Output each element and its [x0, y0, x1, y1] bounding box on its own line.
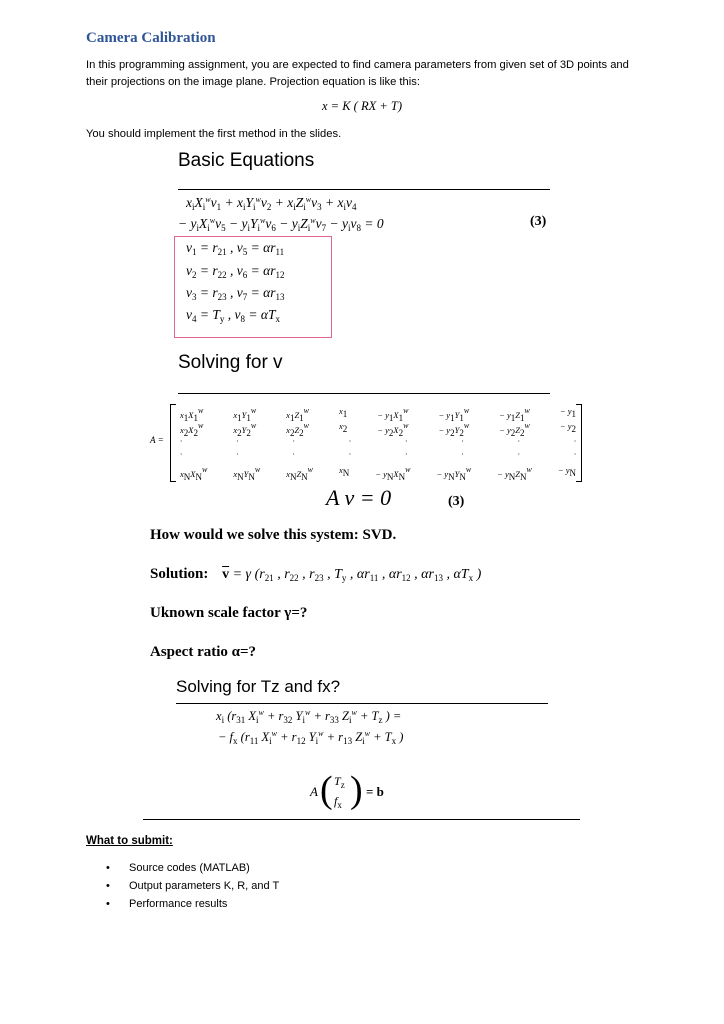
submit-heading: What to submit: [86, 835, 173, 847]
paren-right: ) [350, 769, 363, 811]
solving-v-heading: Solving for v [178, 352, 283, 373]
v-relation-1: $v_1 = r_{21}$ , $v_5 = \alpha r_{11}$ [186, 240, 285, 257]
divider [176, 703, 548, 704]
projection-equation: x = K ( RX + T) [321, 99, 403, 113]
a-symbol: A [310, 784, 318, 799]
solution-vector: $\overline{v} = \gamma$ ($r_{21}$ , $r_{22}$ , $r_{23}$ , $T_y$ , $\alpha r_{11}$ , $\alpha r_{12}$ , $\alpha r_{13}$ , $\alpha T_x$ ) [222, 567, 482, 583]
v-relation-3: $v_3 = r_{23}$ , $v_7 = \alpha r_{13}$ [186, 285, 285, 302]
tz-equation-line-2: − $f_x$ ($r_{11}$ $X_i^w + r_{12}$ $Y_i^w + r_{13}$ $Z_i^w + T_x$ ) [218, 729, 404, 746]
intro-paragraph: In this programming assignment, you are expected to find camera parameters from given set of 3D points and their projections on the image plane. Projection equation is like this: [86, 59, 629, 88]
basic-equations-heading: Basic Equations [178, 150, 315, 171]
matrix-row: xNXNw xNYNw xNZNw xN − yNXNw − yNYNw − yNZNw − yN [180, 465, 576, 482]
tz-equation-line-1: $x_i$ ($r_{31}$ $X_i^w + r_{32}$ $Y_i^w + r_{33}$ $Z_i^w + T_z$ ) = [216, 708, 402, 725]
method-note: You should implement the first method in the slides. [86, 128, 342, 140]
matrix-row: x2X2w x2Y2w x2Z2w x2 − y2X2w − y2Y2w − y2Z2w − y2 [180, 421, 576, 438]
v-relation-2: $v_2 = r_{22}$ , $v_6 = \alpha r_{12}$ [186, 263, 285, 280]
fx-symbol: $f_x$ [334, 794, 342, 810]
list-item: • Output parameters K, R, and T [106, 880, 279, 898]
equation-line-2: − $y_iX_i^wv_5 - y_iY_i^wv_6 - y_iZ_i^wv_7 - y_iv_8 = 0$ [178, 216, 384, 233]
scale-factor-question: Uknown scale factor γ=? [150, 605, 308, 621]
equation-line-1: $x_iX_i^wv_1 + x_iY_i^wv_2 + x_iZ_i^wv_3 + x_iv_4$ [186, 195, 357, 212]
paren-left: ( [320, 769, 333, 811]
bracket-right [576, 404, 582, 482]
av-equation-number: (3) [448, 494, 465, 509]
solution-line [150, 566, 481, 583]
v-relation-4: $v_4 = T_y$ , $v_8 = \alpha T_x$ [186, 307, 280, 324]
matrix-row: · · · · · · · · [180, 449, 576, 459]
document-title: Camera Calibration [86, 30, 216, 46]
matrix-row: x1X1w x1Y1w x1Z1w x1 − y1X1w − y1Y1w − y1Z1w − y1 [180, 406, 576, 423]
matrix-a [170, 404, 582, 480]
divider [178, 189, 550, 190]
solution-label: Solution: [150, 566, 209, 582]
matrix-label: A = [150, 435, 164, 445]
list-item: • Performance results [106, 898, 279, 916]
submit-list [106, 862, 279, 916]
tz-symbol: $T_z$ [334, 774, 345, 790]
figure-bottom-rule [143, 819, 580, 820]
aspect-ratio-question: Aspect ratio α=? [150, 644, 257, 660]
av-equation: A v = 0 [326, 485, 392, 510]
solving-tz-heading: Solving for Tz and fx? [176, 677, 341, 696]
matrix-row: · · · · · · · · [180, 436, 576, 446]
bracket-left [170, 404, 176, 482]
list-item: • Source codes (MATLAB) [106, 862, 279, 880]
b-vector: = b [366, 784, 384, 799]
divider [178, 393, 550, 394]
svd-question: How would we solve this system: SVD. [150, 527, 397, 543]
equation-number: (3) [530, 214, 547, 229]
